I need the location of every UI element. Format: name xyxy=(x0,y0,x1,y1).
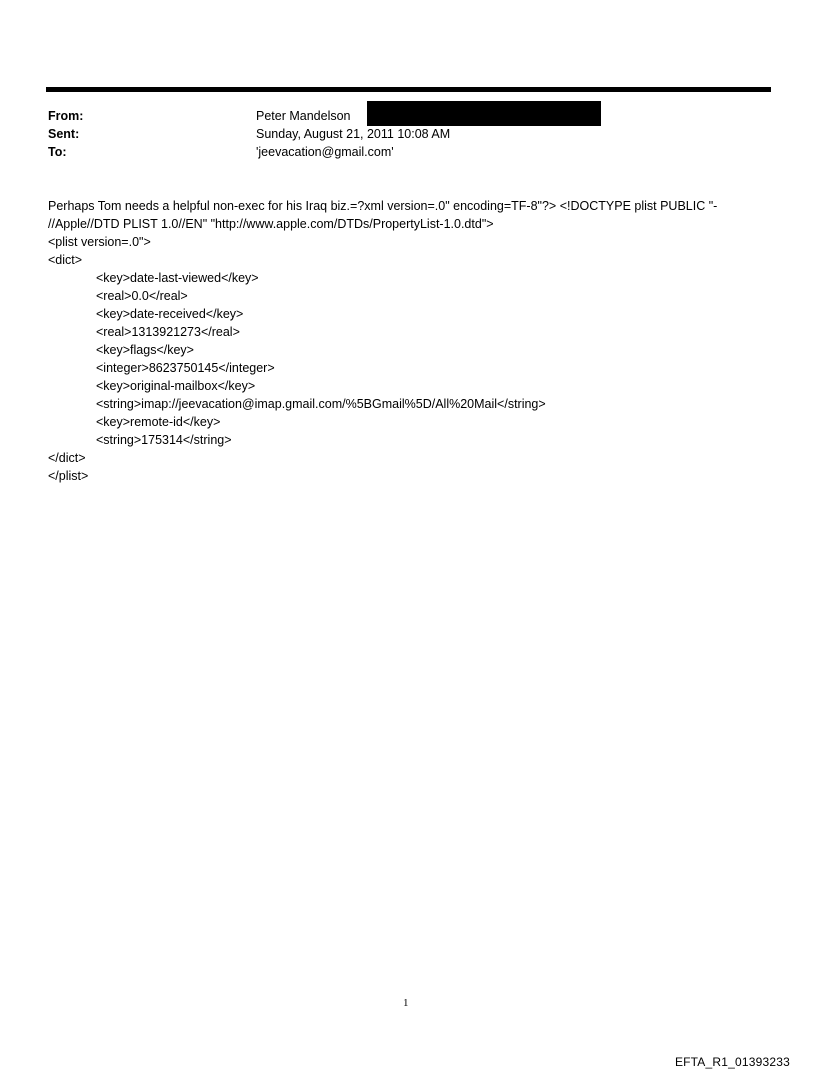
body-line: <key>date-last-viewed</key> xyxy=(96,271,259,285)
from-value: Peter Mandelson xyxy=(256,109,351,123)
sent-value: Sunday, August 21, 2011 10:08 AM xyxy=(256,127,451,141)
body-line: Perhaps Tom needs a helpful non-exec for his Iraq biz.=?xml version=.0" encoding=TF-8"?> <!DOCTYPE plist PUBLIC "- xyxy=(48,199,718,213)
body-line: <integer>8623750145</integer> xyxy=(96,361,275,375)
to-value: 'jeevacation@gmail.com' xyxy=(256,145,394,159)
body-line: <key>flags</key> xyxy=(96,343,194,357)
header-divider xyxy=(46,87,771,92)
bates-number: EFTA_R1_01393233 xyxy=(674,1055,790,1069)
page-number: 1 xyxy=(403,997,409,1009)
body-line: <key>original-mailbox</key> xyxy=(96,379,256,393)
body-line: <real>0.0</real> xyxy=(96,289,188,303)
body-line: <dict> xyxy=(48,253,83,267)
body-line: <key>remote-id</key> xyxy=(96,415,221,429)
body-line: <string>175314</string> xyxy=(96,433,232,447)
body-line: <string>imap://jeevacation@imap.gmail.com/%5BGmail%5D/All%20Mail</string> xyxy=(96,397,546,411)
body-line: </plist> xyxy=(48,469,89,483)
redaction-box xyxy=(367,101,601,126)
body-line: <key>date-received</key> xyxy=(96,307,244,321)
body-line: <real>1313921273</real> xyxy=(96,325,240,339)
to-label: To: xyxy=(48,145,67,159)
body-line: //Apple//DTD PLIST 1.0//EN" "http://www.apple.com/DTDs/PropertyList-1.0.dtd"> xyxy=(48,217,494,231)
from-label: From: xyxy=(48,109,84,123)
body-line: </dict> xyxy=(48,451,86,465)
sent-label: Sent: xyxy=(48,127,80,141)
email-body xyxy=(48,197,768,485)
body-line: <plist version=.0"> xyxy=(48,235,151,249)
